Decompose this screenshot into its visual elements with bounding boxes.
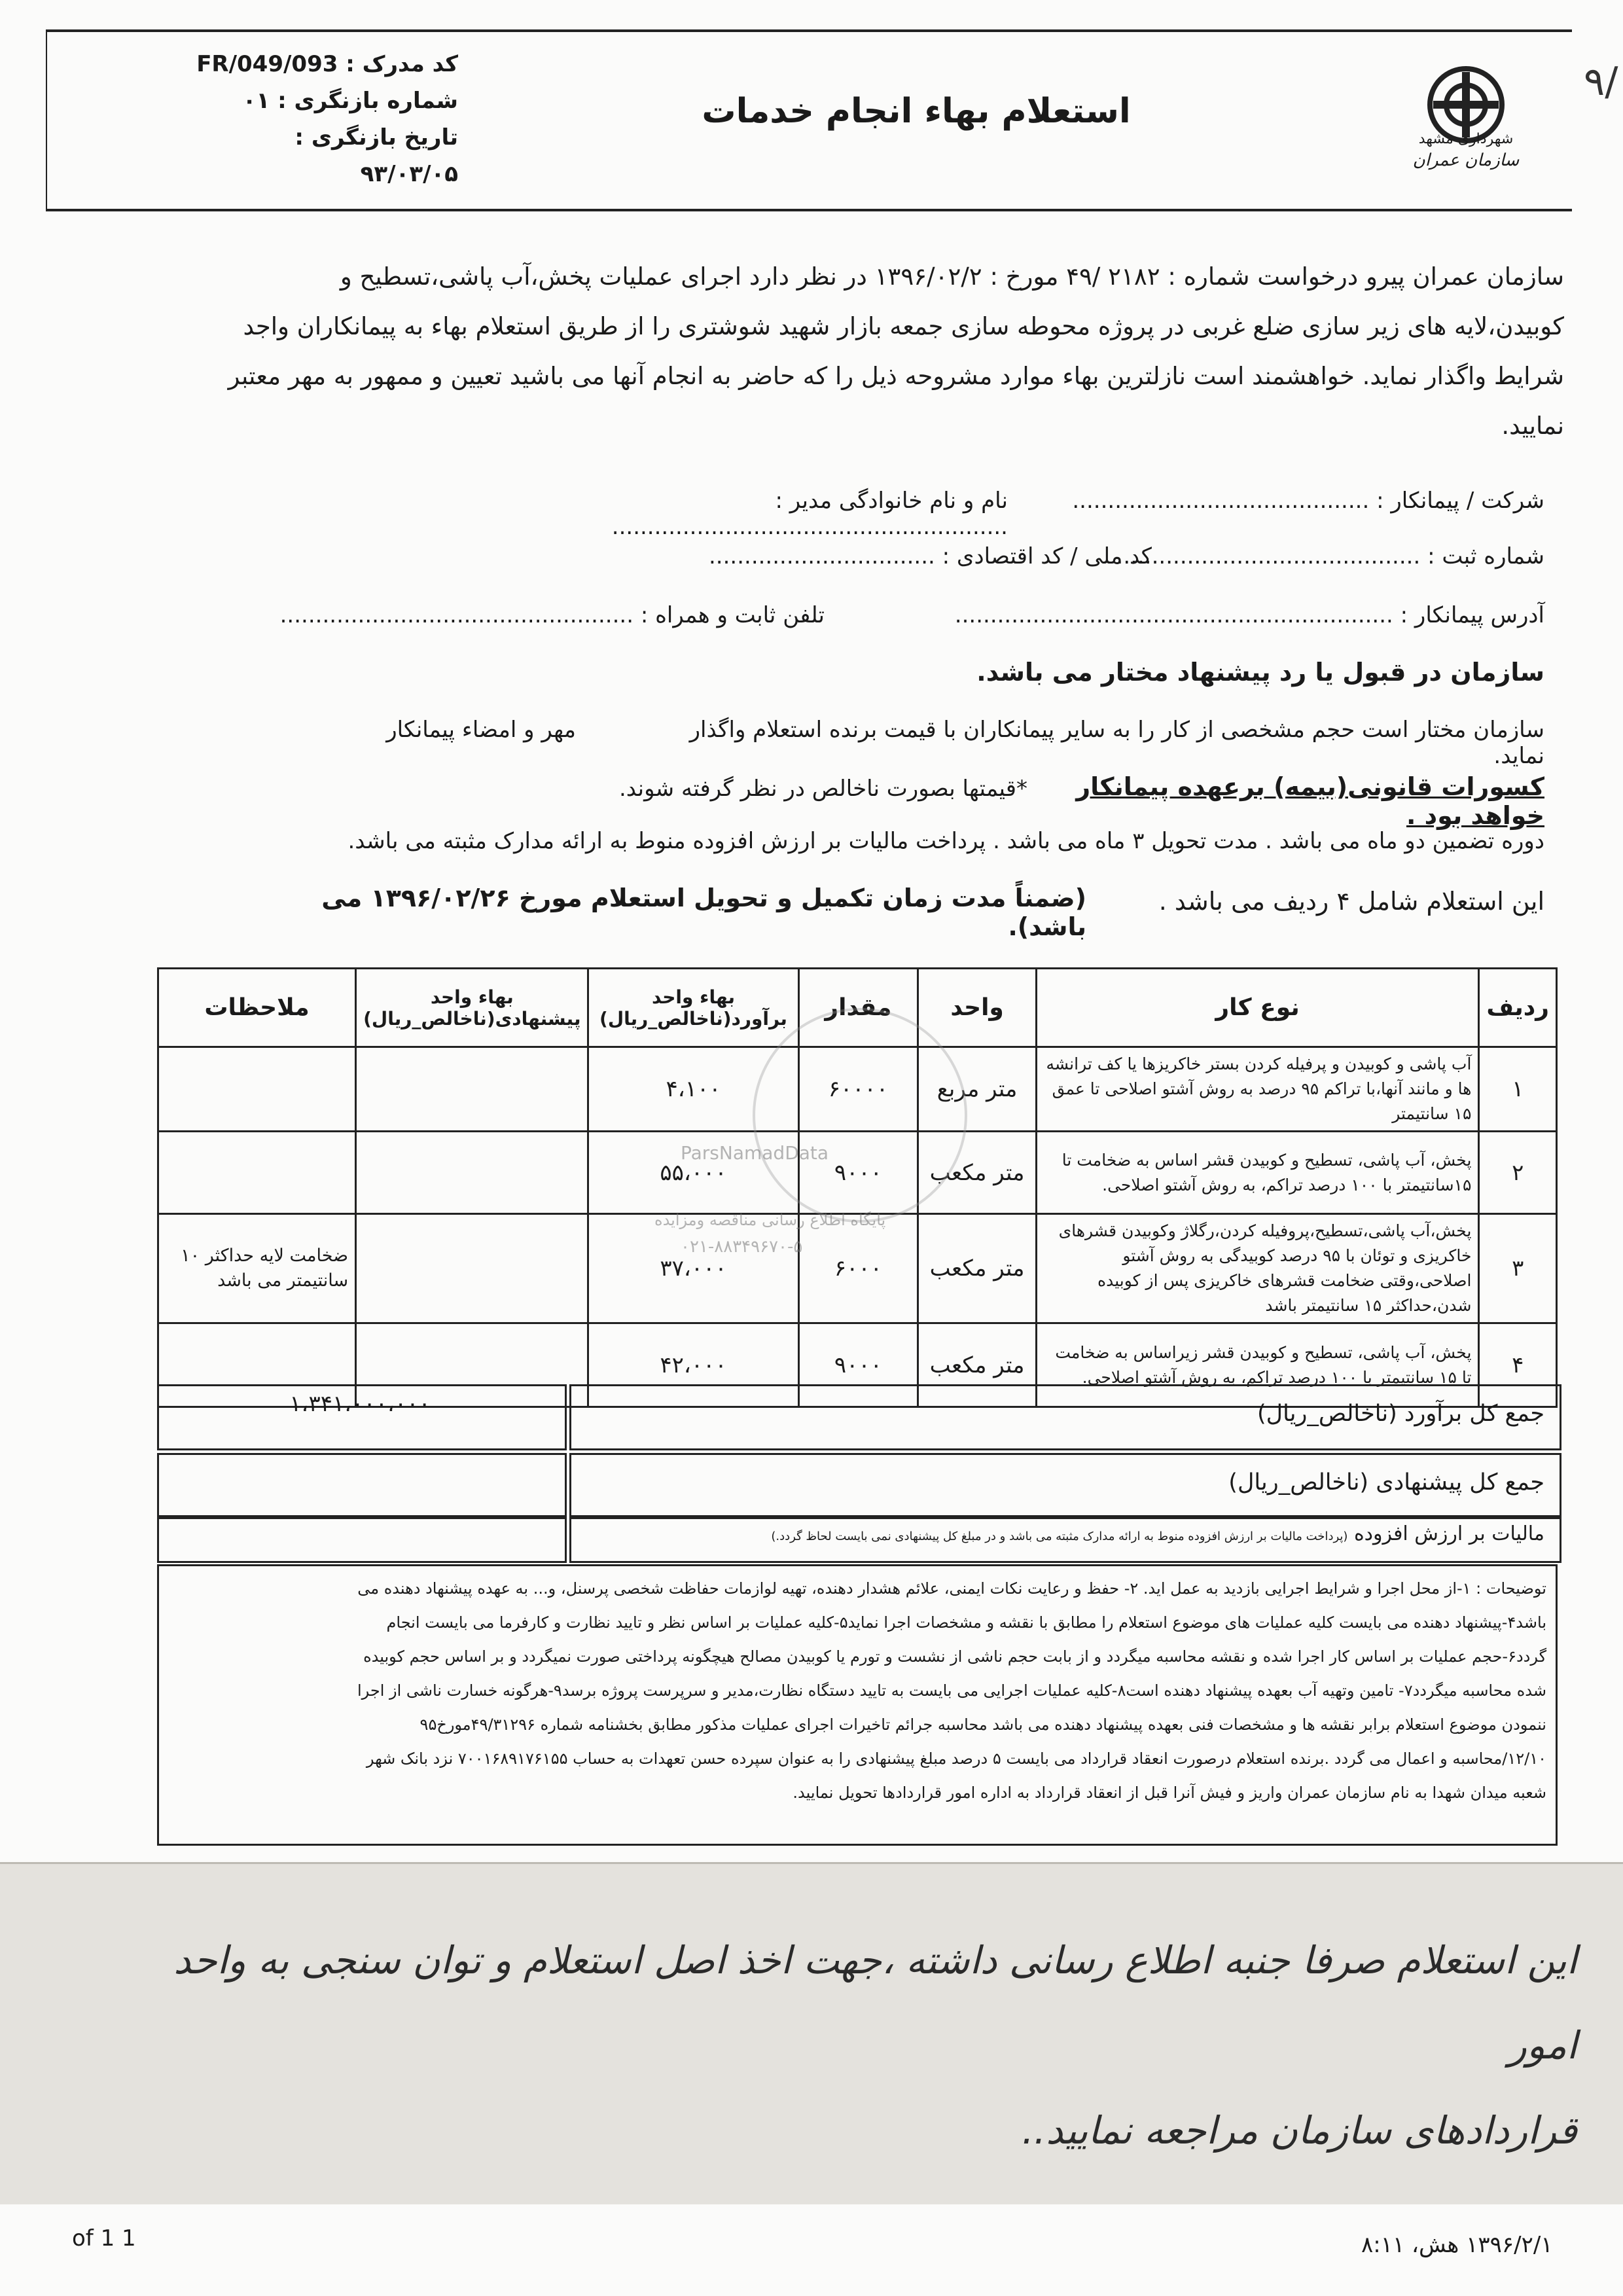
watermark-caption: پایگاه اطلاع رسانی مناقصه ومزایده bbox=[654, 1211, 886, 1229]
doc-code-line bbox=[196, 46, 458, 82]
revision-number: شماره بازنگری : ۰۱ bbox=[242, 88, 458, 114]
handwritten-margin-mark: ۹/ bbox=[1584, 59, 1618, 105]
warranty-term: دوره تضمین دو ماه می باشد . مدت تحویل ۳ ماه می باشد . پرداخت مالیات بر ارزش افزوده منوط به ارائه مدارک مثبته می باشد. bbox=[348, 828, 1544, 854]
notes-cell: ضخامت لایه حداکثر ۱۰ سانتیمتر می باشد bbox=[158, 1214, 356, 1323]
vat-label: مالیات بر ارزش افزوده bbox=[1353, 1522, 1544, 1545]
estimate-price-cell: ۵۵،۰۰۰ bbox=[588, 1132, 798, 1214]
note-line: شعبه میدان شهدا به نام سازمان عمران واریز و فیش آنرا قبل از انعقاد قرارداد به اداره امور قراردادها تحویل نمایید. bbox=[793, 1784, 1546, 1802]
header-row-no: ردیف bbox=[1479, 969, 1557, 1047]
proposal-price-cell[interactable] bbox=[356, 1214, 588, 1323]
header-unit-price-proposal bbox=[356, 969, 588, 1047]
row-number: ۴ bbox=[1479, 1323, 1557, 1407]
revision-date: تاریخ بازنگری : ۹۳/۰۳/۰۵ bbox=[294, 124, 458, 187]
deductions-term: کسورات قانونی(بیمه) برعهده پیمانکار خواهد بود . bbox=[1076, 772, 1544, 830]
intro-line-1: سازمان عمران پیرو درخواست شماره : ۲۱۸۲ /۴۹ مورخ : ۱۳۹۶/۰۲/۲ در نظر دارد اجرای عملیات پخش،آب پاشی،تسطیح و bbox=[340, 262, 1564, 291]
estimate-price-cell: ۴۲،۰۰۰ bbox=[588, 1323, 798, 1407]
quantity-cell: ۹۰۰۰ bbox=[798, 1323, 918, 1407]
quantity-cell: ۶۰۰۰۰ bbox=[798, 1047, 918, 1132]
row-number: ۳ bbox=[1479, 1214, 1557, 1323]
total-proposal-label: جمع کل پیشنهادی (ناخالص_ریال) bbox=[1228, 1469, 1544, 1496]
total-proposal-value-box[interactable] bbox=[157, 1453, 567, 1517]
unit-cell: متر مکعب bbox=[918, 1323, 1037, 1407]
row-number: ۱ bbox=[1479, 1047, 1557, 1132]
unit-cell: متر مکعب bbox=[918, 1214, 1037, 1323]
proposal-price-cell[interactable] bbox=[356, 1047, 588, 1132]
unit-cell: متر مربع bbox=[918, 1047, 1037, 1132]
header-unit: واحد bbox=[918, 969, 1037, 1047]
document-title: استعلام بهاء انجام خدمات bbox=[702, 92, 1131, 131]
notes-cell bbox=[158, 1047, 356, 1132]
header-est-line-2: برآورد(ناخالص_ریال) bbox=[599, 1007, 787, 1030]
company-field: شرکت / پیمانکار : .......................................... bbox=[1072, 488, 1544, 514]
manager-field: نام و نام خانوادگی مدیر : ........................................................ bbox=[611, 488, 1008, 540]
watermark-phone: ۰۲۱-۸۸۳۴۹۶۷۰-۵ bbox=[681, 1237, 803, 1257]
unit-cell: متر مکعب bbox=[918, 1132, 1037, 1214]
intro-paragraph bbox=[164, 252, 1564, 451]
work-description: پخش، آب پاشی، تسطیح و کوبیدن قشر زیراساس به ضخامت تا ۱۵ سانتیمتر با ۱۰۰ درصد تراکم، به روش آشتو اصلاحی. bbox=[1036, 1323, 1479, 1407]
overlay-text bbox=[98, 1918, 1577, 2173]
vat-value-box[interactable] bbox=[157, 1517, 567, 1563]
notes-cell bbox=[158, 1132, 356, 1214]
volume-term: سازمان مختار است حجم مشخصی از کار را به سایر پیمانکاران با قیمت برنده استعلام واگذار نماید. bbox=[689, 717, 1544, 769]
work-description: پخش، آب پاشی، تسطیح و کوبیدن قشر اساس به ضخامت تا ۱۵سانتیمتر با ۱۰۰ درصد تراکم، به روش آشتو اصلاحی. bbox=[1036, 1132, 1479, 1214]
national-code-field: کد ملی / کد اقتصادی : ................................ bbox=[708, 543, 1152, 569]
vat-note: (پرداخت مالیات بر ارزش افزوده منوط به ارائه مدارک مثبته می باشد و در مبلغ کل پیشنهادی نمی بایست لحاظ گردد.) bbox=[771, 1530, 1348, 1543]
header-prop-line-2: پیشنهادی(ناخالص_ریال) bbox=[363, 1007, 581, 1030]
note-line: شده محاسبه میگردد۷- تامین وتهیه آب بعهده پیشنهاد دهنده است۸-کلیه عملیات اجرایی می بایست به تایید دستگاه نظارت،مدیر و سرپرست پروژه برسد۹-هرگونه خسارت ناشی از اجرا bbox=[357, 1681, 1546, 1700]
table-row bbox=[158, 1214, 1557, 1323]
header-est-line-1: بهاء واحد bbox=[652, 986, 735, 1008]
estimate-price-cell: ۳۷،۰۰۰ bbox=[588, 1214, 798, 1323]
header-work-type: نوع کار bbox=[1036, 969, 1479, 1047]
header-unit-price-estimate bbox=[588, 969, 798, 1047]
vat-label-line bbox=[582, 1522, 1544, 1545]
rows-count-term: این استعلام شامل ۴ ردیف می باشد . bbox=[1158, 887, 1544, 916]
document-meta bbox=[196, 46, 458, 187]
doc-code-label: کد مدرک : bbox=[346, 51, 458, 77]
total-estimate-value: ۱،۳۴۱،۰۰۰،۰۰۰ bbox=[289, 1391, 431, 1417]
overlay-line-2: قراردادهای سازمان مراجعه نمایید.. bbox=[1022, 2108, 1577, 2153]
note-line: ننمودن موضوع استعلام برابر نقشه ها و مشخصات فنی بعهده پیشنهاد دهنده می باشد محاسبه جرائم تاخیرات اجرای عملیات مذکور مطابق بخشنامه شماره ۴۹/۳۱۲۹۶مورخ۹۵ bbox=[419, 1715, 1546, 1734]
watermark-site: ParsNamadData bbox=[681, 1142, 829, 1164]
print-timestamp: ۱۳۹۶/۲/۱ هش، ۸:۱۱ bbox=[1361, 2232, 1553, 2258]
intro-line-2: کوبیدن،لایه های زیر سازی ضلع غربی در پروژه محوطه سازی جمعه بازار شهید شوشتری را از طریق استعلام بهاء به پیمانکاران واجد bbox=[243, 312, 1564, 340]
quantity-cell: ۹۰۰۰ bbox=[798, 1132, 918, 1214]
org-city: شهرداری مشهد bbox=[1418, 131, 1514, 147]
header-prop-line-1: بهاء واحد bbox=[430, 986, 514, 1008]
note-line: باشد۴-پیشنهاد دهنده می بایست کلیه عملیات های موضوع استعلام را مطابق با نقشه و مشخصات اجرا نماید۵-کلیه عملیات بر اساس نظر و تایید نظارت و کارفرما می بایست انجام bbox=[386, 1613, 1546, 1632]
deadline-term: (ضمناً مدت زمان تکمیل و تحویل استعلام مورخ ۱۳۹۶/۰۲/۲۶ می باشد). bbox=[321, 884, 1086, 941]
work-description: آب پاشی و کوبیدن و پرفیله کردن بستر خاکریزها یا کف ترانشه ها و مانند آنها،با تراکم ۹۵ درصد به روش آشتو اصلاحی تا عمق ۱۵ سانتیمتر bbox=[1036, 1047, 1479, 1132]
header-notes: ملاحظات bbox=[158, 969, 356, 1047]
org-name: سازمان عمران bbox=[1412, 151, 1520, 170]
quantity-cell: ۶۰۰۰ bbox=[798, 1214, 918, 1323]
phone-field: تلفن ثابت و همراه : .................................................. bbox=[279, 602, 825, 628]
registration-field: شماره ثبت : ........................................... bbox=[1116, 543, 1544, 569]
note-line: ۱۲/۱۰/محاسبه و اعمال می گردد .برنده استعلام درصورت انعقاد قرارداد می بایست ۵ درصد مبلغ پیشنهادی را به عنوان سپرده حسن تعهدات به حساب ۷۰۰۱۶۸۹۱۷۶۱۵۵ نزد بانک شهر bbox=[366, 1749, 1546, 1768]
watermark-stamp bbox=[753, 1008, 967, 1223]
estimate-price-cell: ۴،۱۰۰ bbox=[588, 1047, 798, 1132]
overlay-line-1: این استعلام صرفا جنبه اطلاع رسانی داشته ،جهت اخذ اصل استعلام و توان سنجی به واحد امور bbox=[173, 1938, 1577, 2068]
accept-reject-term: سازمان در قبول یا رد پیشنهاد مختار می باشد. bbox=[976, 658, 1544, 687]
address-field: آدرس پیمانکار : .............................................................. bbox=[954, 602, 1544, 628]
page-count: of 1 1 bbox=[72, 2225, 136, 2251]
work-description: پخش،آب پاشی،تسطیح،پروفیله کردن،رگلاژ وکوبیدن قشرهای خاکریزی و توئان با ۹۵ درصد کوبیدگی به روش آشتو اصلاحی،وقتی ضخامت قشرهای خاکریزی پس از کوبیده شدن،حداکثر ۱۵ سانتیمتر باشد bbox=[1036, 1214, 1479, 1323]
note-line: گردد۶-حجم عملیات بر اساس کار اجرا شده و نقشه محاسبه میگردد و از بابت حجم ناشی از نشست و تورم یا کوبیدن مصالح هیچگونه پرداختی صورت نمیگردد و بر اساس حجم کوبیده bbox=[363, 1647, 1546, 1666]
header-quantity: مقدار bbox=[798, 969, 918, 1047]
intro-line-3: شرایط واگذار نماید. خواهشمند است نازلترین بهاء موارد مشروحه ذیل را که حاضر به انجام آنها می باشید تعیین و ممهور به مهر معتبر bbox=[228, 362, 1564, 390]
seal-sign-label: مهر و امضاء پیمانکار bbox=[386, 717, 576, 743]
doc-code: FR/049/093 bbox=[196, 51, 338, 77]
proposal-price-cell[interactable] bbox=[356, 1132, 588, 1214]
intro-line-4: نمایید. bbox=[1501, 412, 1564, 440]
note-line: توضیحات : ۱-از محل اجرا و شرایط اجرایی بازدید به عمل اید. ۲- حفظ و رعایت نکات ایمنی، علائم هشدار دهنده، تهیه لوازمات حفاظت شخصی پرسنل، و... به عهده پیشنهاد دهنده می bbox=[357, 1579, 1546, 1598]
explanations-box bbox=[157, 1564, 1558, 1846]
net-prices-term: *قیمتها بصورت ناخالص در نظر گرفته شوند. bbox=[619, 776, 1027, 802]
row-number: ۲ bbox=[1479, 1132, 1557, 1214]
total-estimate-label: جمع کل برآورد (ناخالص_ریال) bbox=[1257, 1401, 1544, 1427]
